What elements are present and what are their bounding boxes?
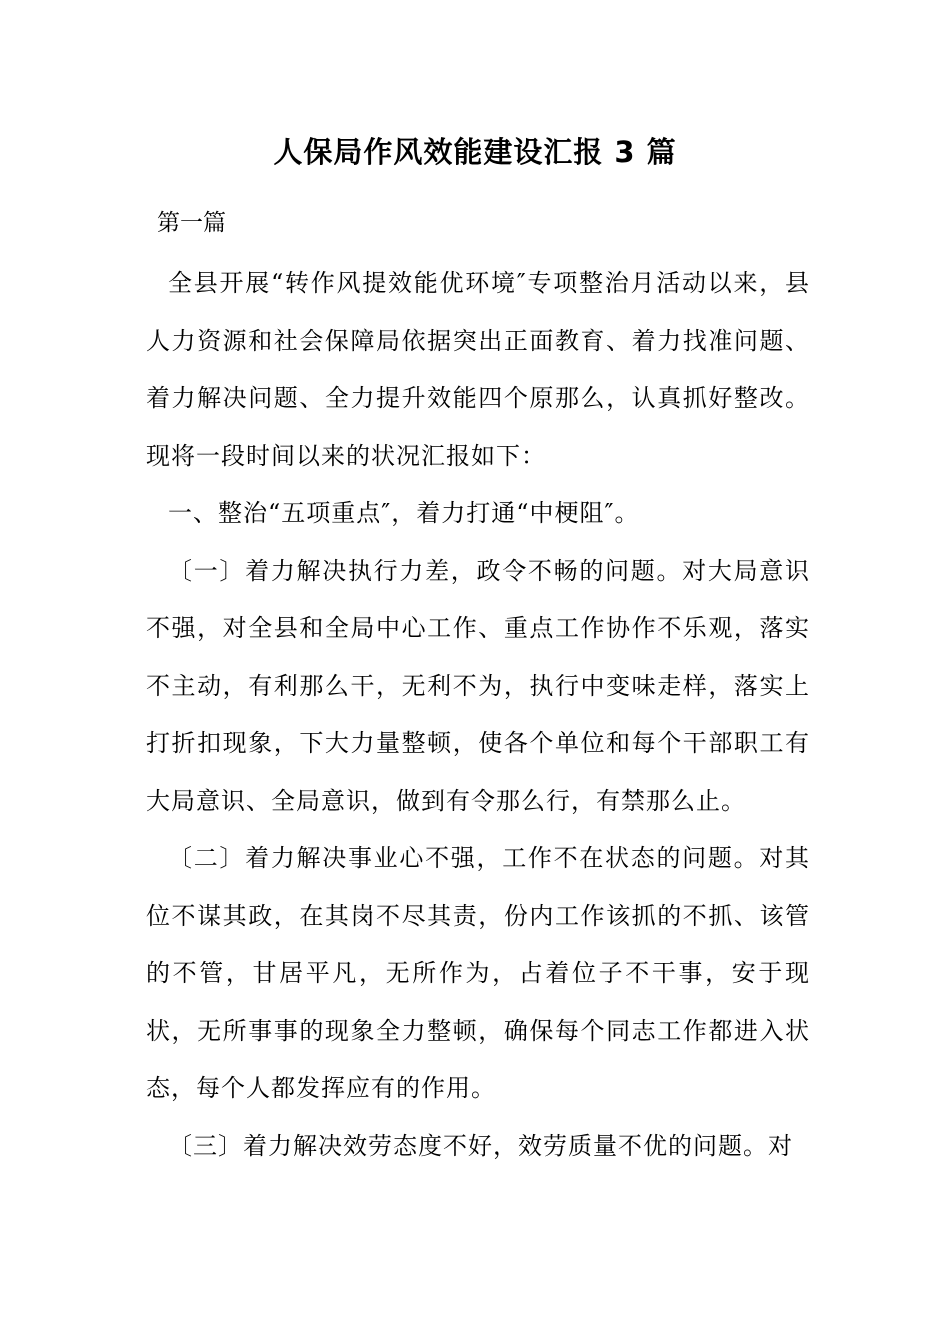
- paragraph-item-three: 〔三〕着力解决效劳态度不好，效劳质量不优的问题。对: [168, 1131, 793, 1160]
- paragraph-item-two: 〔二〕着力解决事业心不强，工作不在状态的问题。对其位不谋其政，在其岗不尽其责，份内工作该抓的不抓、该管的不管，甘居平凡，无所作为，占着位子不干事，安于现状，无所事事的现象全力整顿，确保每个同志工作都进入状态，每个人都发挥应有的作用。: [146, 844, 810, 1102]
- section-heading: 第一篇: [157, 210, 226, 236]
- paragraph-item-one: 〔一〕着力解决执行力差，政令不畅的问题。对大局意识不强，对全县和全局中心工作、重点工作协作不乐观，落实不主动，有利那么干，无利不为，执行中变味走样，落实上打折扣现象，下大力量整顿，使各个单位和每个干部职工有大局意识、全局意识，做到有令那么行，有禁那么止。: [146, 556, 810, 815]
- paragraph-intro: 全县开展“转作风提效能优环境″专项整治月活动以来，县人力资源和社会保障局依据突出正面教育、着力找准问题、着力解决问题、全力提升效能四个原那么，认真抓好整改。现将一段时间以来的状况汇报如下：: [146, 269, 810, 470]
- document-body: [146, 255, 810, 1175]
- paragraph-section-one: 一、整治“五项重点″，着力打通“中梗阻″。: [168, 499, 640, 527]
- document-title: 人保局作风效能建设汇报 3 篇: [273, 135, 677, 169]
